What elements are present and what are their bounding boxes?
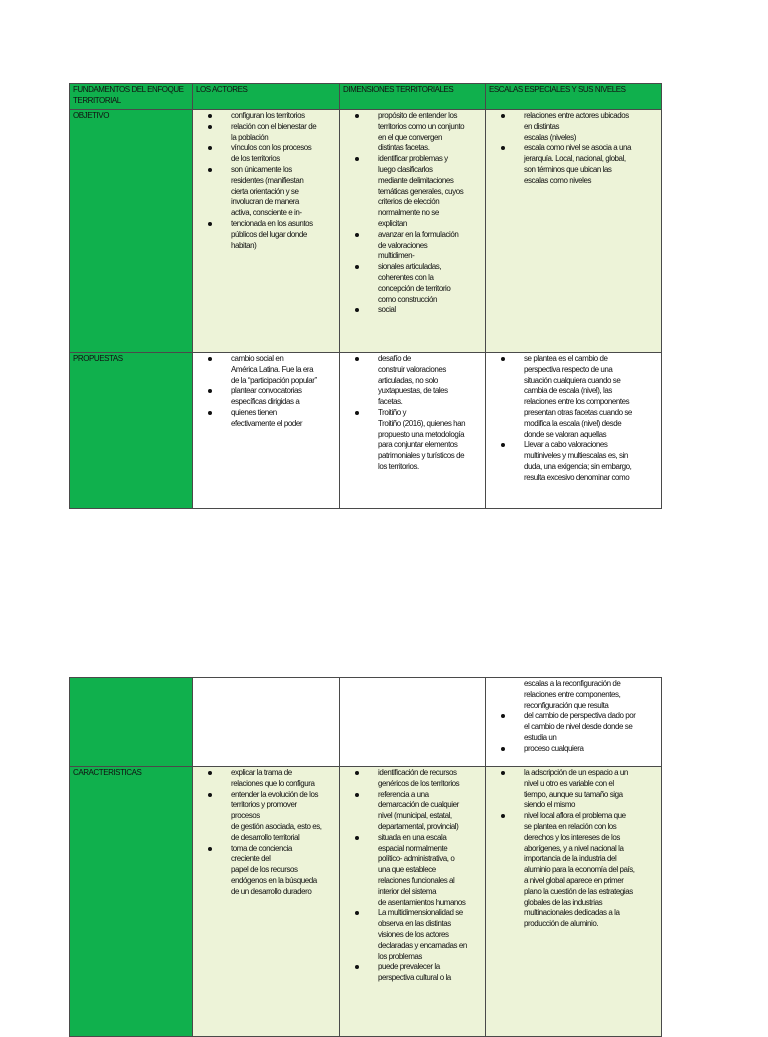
row-continuation <box>70 678 662 767</box>
bullet-item-continuation: relaciones entre los componentes <box>524 397 630 407</box>
bullet-item-continuation: demarcación de cualquier <box>378 800 459 810</box>
bullet-item: escala como nivel se asocia a una <box>524 143 658 154</box>
bullet-list <box>343 111 482 316</box>
bullet-list <box>343 768 482 984</box>
bullet-item-continuation: perspectiva cultural o la <box>378 973 451 983</box>
bullet-item: tencionada en los asuntos <box>231 219 336 230</box>
bullet-item-continuation: departamental, provincial) <box>378 821 459 831</box>
bullet-item-continuation: creciente del <box>231 854 271 864</box>
bullet-item: explicar la trama de <box>231 768 336 779</box>
bullet-item-continuation: espacial normalmente <box>378 843 448 853</box>
bullet-item-continuation: reconfiguración que resulta <box>524 700 609 710</box>
bullet-item-continuation: donde se valoran aquellas <box>524 429 607 439</box>
header-fundamentos: FUNDAMENTOS DEL ENFOQUE TERRITORIAL <box>70 84 193 110</box>
bullet-item-continuation: territorios como un conjunto <box>378 121 465 131</box>
bullet-item: identificación de recursos <box>378 768 482 779</box>
bullet-item-continuation: públicos del lugar donde <box>231 229 307 239</box>
bullet-item-continuation: involucran de manera <box>231 197 299 207</box>
bullet-item-continuation: resulta excesivo denominar como <box>524 472 630 482</box>
header-actores: LOS ACTORES <box>193 84 340 110</box>
bullet-item-continuation: presentan otras facetas cuando se <box>524 407 632 417</box>
bullet-item: plantear convocatorias <box>231 386 336 397</box>
bullet-item-continuation: de valoraciones <box>378 240 428 250</box>
cell-propuestas-actores <box>193 353 340 509</box>
bullet-item: desafío de <box>378 354 482 365</box>
bullet-item: La multidimensionalidad se <box>378 908 482 919</box>
bullet-item: propósito de entender los <box>378 111 482 122</box>
bullet-list <box>489 679 658 755</box>
bullet-item: la adscripción de un espacio a un <box>524 768 658 779</box>
bullet-item-continuation: nivel (municipal, estatal, <box>378 811 452 821</box>
bullet-item: entender la evolución de los <box>231 790 336 801</box>
bullet-item-continuation: la población <box>231 132 269 142</box>
bullet-item-continuation: a nivel global aparece en primer <box>524 875 624 885</box>
bullet-item: avanzar en la formulación <box>378 230 482 241</box>
bullet-item: cambio social en <box>231 354 336 365</box>
bullet-item-continuation: una que establece <box>378 865 436 875</box>
bullet-list <box>343 354 482 473</box>
bullet-item-continuation: construir valoraciones <box>378 364 446 374</box>
row-label-propuestas <box>70 353 193 509</box>
bullet-item-continuation: cambia de escala (nivel), las <box>524 386 612 396</box>
bullet-item-continuation: patrimoniales y turísticos de <box>378 451 465 461</box>
bullet-item: sionales articuladas, <box>378 262 482 273</box>
territorial-approach-table-continued <box>69 677 662 1037</box>
row-propuestas <box>70 353 662 509</box>
bullet-item: Llevar a cabo valoraciones <box>524 440 658 451</box>
header-row <box>70 84 662 110</box>
row-label-objetivo <box>70 110 193 353</box>
bullet-item-continuation: tiempo, aunque su tamaño siga <box>524 789 623 799</box>
bullet-item-continuation: concepción de territorio <box>378 283 451 293</box>
bullet-item: Troitiño y <box>378 408 482 419</box>
bullet-list <box>489 354 658 484</box>
bullet-item-continuation: declaradas y encarnadas en <box>378 940 467 950</box>
cell-objetivo-dimensiones <box>340 110 486 353</box>
bullet-item-continuation: de un desarrollo duradero <box>231 886 312 896</box>
bullet-item-continuation: articuladas, no solo <box>378 375 438 385</box>
cell-cont-escalas <box>486 678 662 767</box>
bullet-item-continuation: modifica la escala (nivel) desde <box>524 418 622 428</box>
cell-caracteristicas-dimensiones <box>340 767 486 1037</box>
cell-cont-dimensiones <box>340 678 486 767</box>
bullet-item-continuation: multidimen- <box>378 251 415 261</box>
bullet-item-continuation: se plantea en relación con los <box>524 821 617 831</box>
bullet-item-continuation: propuesto una metodología <box>378 429 465 439</box>
bullet-item-continuation: relaciones que lo configura <box>231 778 315 788</box>
bullet-item-continuation: escalas a la reconfiguración de <box>524 679 621 688</box>
bullet-item-continuation: temáticas generales, cuyos <box>378 186 464 196</box>
bullet-item: vínculos con los procesos <box>231 143 336 154</box>
territorial-approach-table <box>69 83 662 509</box>
bullet-item-continuation: derechos y los intereses de los <box>524 832 620 842</box>
row-label-text: OBJETIVO <box>73 111 109 120</box>
header-escalas: ESCALAS ESPECIALES Y SUS NIVELES <box>486 84 662 110</box>
bullet-item-continuation: Troitiño (2016), quienes han <box>378 418 466 428</box>
bullet-item-continuation: activa, consciente e in- <box>231 208 302 218</box>
bullet-item-continuation: en distintas <box>524 121 560 131</box>
bullet-item-continuation: perspectiva respecto de una <box>524 364 613 374</box>
bullet-item-continuation: normalmente no se <box>378 208 439 218</box>
row-objetivo <box>70 110 662 353</box>
bullet-item-continuation: plano la cuestión de las estrategias <box>524 886 633 896</box>
bullet-item-continuation: residentes (manifiestan <box>231 175 304 185</box>
bullet-item-continuation: explicitan <box>378 218 407 228</box>
bullet-item-continuation: de asentamientos humanos <box>378 897 466 907</box>
bullet-item-continuation: político- administrativa, o <box>378 854 455 864</box>
bullet-item-continuation: duda, una exigencia; sin embargo, <box>524 461 632 471</box>
bullet-item-continuation: América Latina. Fue la era <box>231 364 314 374</box>
bullet-item-continuation: criterios de elección <box>378 197 440 207</box>
bullet-item-continuation: multiniveles y multiescalas es, sin <box>524 451 628 461</box>
bullet-item: nivel local aflora el problema que <box>524 811 658 822</box>
bullet-list <box>489 111 658 187</box>
bullet-item: se plantea es el cambio de <box>524 354 658 365</box>
bullet-item-continuation: endógenos en la búsqueda <box>231 875 317 885</box>
bullet-item-continuation: los problemas <box>378 951 422 961</box>
bullet-item-continuation: producción de aluminio. <box>524 919 599 929</box>
bullet-item-continuation: específicas dirigidas a <box>231 397 300 407</box>
cell-propuestas-escalas <box>486 353 662 509</box>
header-dimensiones: DIMENSIONES TERRITORIALES <box>340 84 486 110</box>
bullet-item-continuation: relaciones funcionales al <box>378 875 455 885</box>
bullet-item-continuation: distintas facetas. <box>378 143 430 153</box>
bullet-item: situada en una escala <box>378 833 482 844</box>
bullet-item-continuation: relaciones entre componentes, <box>524 689 621 699</box>
bullet-item-continuation: el cambio de nivel desde donde se <box>524 722 633 732</box>
bullet-item-continuation: cierta orientación y se <box>231 186 299 196</box>
bullet-item-continuation: visiones de los actores <box>378 929 449 939</box>
bullet-item: relaciones entre actores ubicados <box>524 111 658 122</box>
bullet-item-continuation: mediante delimitaciones <box>378 175 454 185</box>
bullet-item: relación con el bienestar de <box>231 122 336 133</box>
bullet-item-continuation: papel de los recursos <box>231 865 298 875</box>
bullet-item-continuation: siendo el mismo <box>524 800 576 810</box>
bullet-item-continuation: de desarrollo territorial <box>231 832 300 842</box>
cell-objetivo-actores <box>193 110 340 353</box>
row-label-text: PROPUESTAS <box>73 354 123 363</box>
bullet-item-continuation: situación cualquiera cuando se <box>524 375 621 385</box>
bullet-item: proceso cualquiera <box>524 744 658 755</box>
bullet-item-continuation: como construcción <box>378 294 438 304</box>
cell-objetivo-escalas <box>486 110 662 353</box>
bullet-item-continuation: de gestión asociada, esto es, <box>231 821 322 831</box>
row-caracteristicas <box>70 767 662 1037</box>
row-label-empty <box>70 678 193 767</box>
bullet-item-continuation: interior del sistema <box>378 886 437 896</box>
cell-propuestas-dimensiones <box>340 353 486 509</box>
bullet-item-continuation: aborígenes, y a nivel nacional la <box>524 843 624 853</box>
bullet-list <box>489 768 658 930</box>
bullet-list <box>196 111 336 251</box>
bullet-item: identificar problemas y <box>378 154 482 165</box>
bullet-item-continuation: observa en las distintas <box>378 919 451 929</box>
bullet-item-continuation: yuxtapuestas, de tales <box>378 386 448 396</box>
bullet-item: toma de conciencia <box>231 844 336 855</box>
bullet-item: puede prevalecer la <box>378 962 482 973</box>
bullet-item-continuation: procesos <box>231 811 260 821</box>
bullet-item: referencia a una <box>378 790 482 801</box>
bullet-item-continuation: nivel u otro es variable con el <box>524 778 614 788</box>
bullet-item-continuation: escalas (niveles) <box>524 132 576 142</box>
bullet-item-continuation: globales de las industrias <box>524 897 603 907</box>
bullet-item-continuation: multinacionales dedicadas a la <box>524 908 620 918</box>
bullet-item-continuation: coherentes con la <box>378 272 434 282</box>
bullet-item-continuation: jerarquía. Local, nacional, global, <box>524 154 626 164</box>
cell-caracteristicas-escalas <box>486 767 662 1037</box>
bullet-list <box>196 768 336 898</box>
bullet-item: quienes tienen <box>231 408 336 419</box>
bullet-item-continuation: de la “participación popular” <box>231 375 317 385</box>
row-label-text: CARACTERISTICAS <box>73 768 142 777</box>
bullet-item-continuation: aluminio para la economía del país, <box>524 865 635 875</box>
bullet-item-continuation: territorios y promover <box>231 800 297 810</box>
bullet-item-continuation: los territorios. <box>378 461 419 471</box>
bullet-item-continuation: efectivamente el poder <box>231 418 303 428</box>
bullet-item-continuation: de los territorios <box>231 154 280 164</box>
cell-caracteristicas-actores <box>193 767 340 1037</box>
bullet-item-continuation: importancia de la industria del <box>524 854 617 864</box>
bullet-list <box>196 354 336 430</box>
bullet-item-continuation: luego clasificarlos <box>378 164 433 174</box>
bullet-item: configuran los territorios <box>231 111 336 122</box>
bullet-item: son únicamente los <box>231 165 336 176</box>
bullet-item: social <box>378 305 482 316</box>
bullet-item-continuation: estudia un <box>524 732 557 742</box>
bullet-item-continuation: escalas como niveles <box>524 175 592 185</box>
bullet-item-continuation: habitan) <box>231 240 257 250</box>
bullet-item-continuation: para conjuntar elementos <box>378 440 458 450</box>
bullet-item-continuation: genéricos de los territorios <box>378 778 460 788</box>
bullet-item-continuation: facetas. <box>378 397 403 407</box>
bullet-item-continuation: en el que convergen <box>378 132 442 142</box>
bullet-item: del cambio de perspectiva dado por <box>524 711 658 722</box>
row-label-caracteristicas <box>70 767 193 1037</box>
bullet-item-continuation: son términos que ubican las <box>524 164 612 174</box>
cell-cont-actores <box>193 678 340 767</box>
